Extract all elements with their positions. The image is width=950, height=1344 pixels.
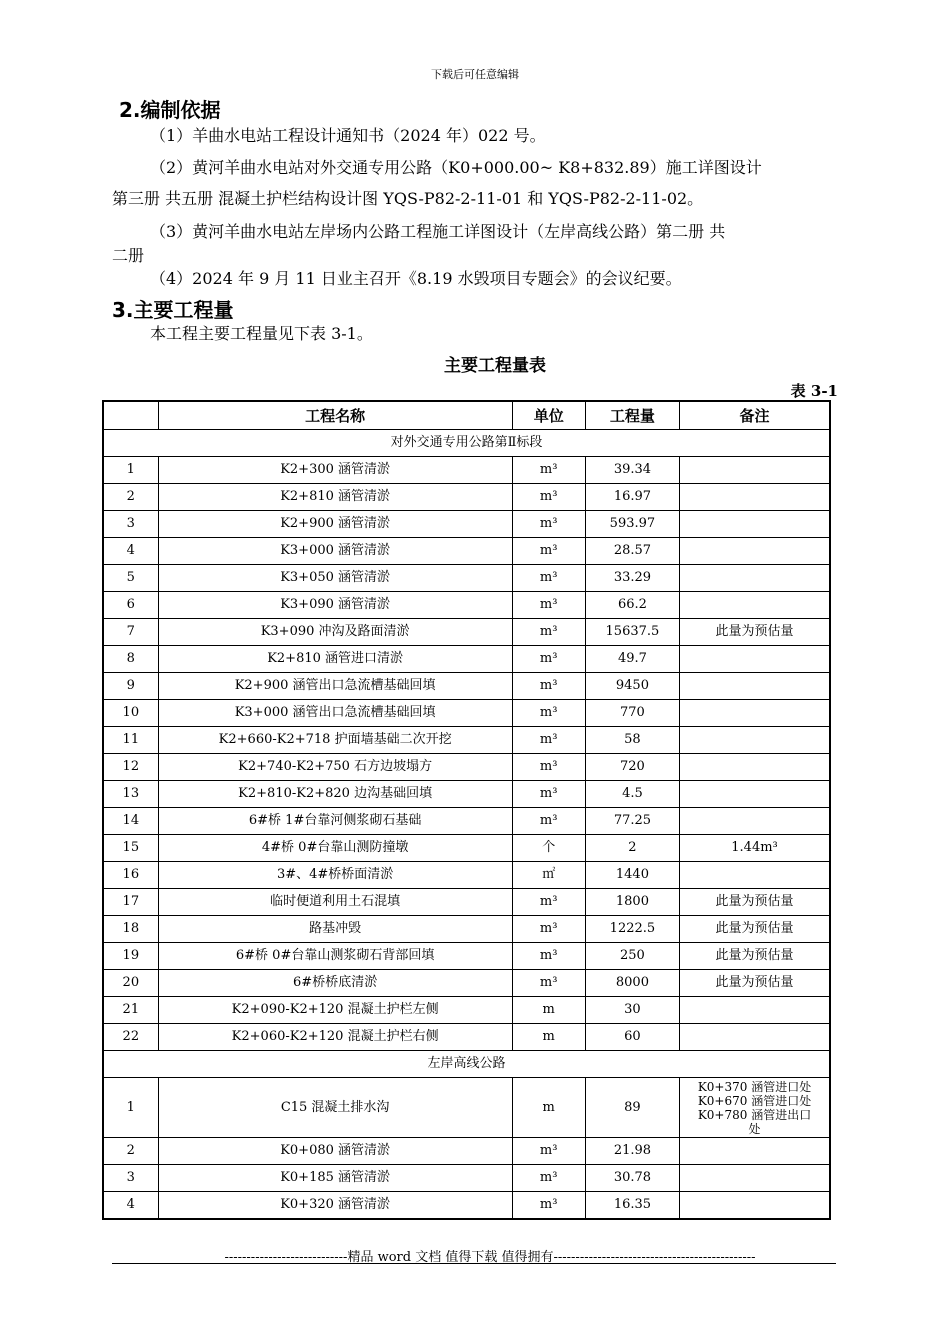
cell-unit: m³ (512, 646, 585, 673)
cell-qty: 770 (585, 700, 679, 727)
cell-name: 6#桥桥底清淤 (158, 970, 512, 997)
cell-remark (680, 727, 830, 754)
cell-unit: m³ (512, 781, 585, 808)
cell-remark: 此量为预估量 (680, 970, 830, 997)
cell-remark (680, 1138, 830, 1165)
cell-qty: 15637.5 (585, 619, 679, 646)
remark-line: 处 (748, 1121, 761, 1136)
cell-no: 9 (103, 673, 158, 700)
table-row (103, 457, 830, 484)
cell-qty: 16.35 (585, 1192, 679, 1220)
cell-remark (680, 673, 830, 700)
cell-unit: m³ (512, 511, 585, 538)
quantities-table (102, 400, 831, 1220)
cell-no: 1 (103, 457, 158, 484)
cell-qty: 593.97 (585, 511, 679, 538)
cell-name: K2+810 涵管进口清淤 (158, 646, 512, 673)
cell-no: 5 (103, 565, 158, 592)
table-row (103, 1138, 830, 1165)
cell-remark (680, 646, 830, 673)
table-row (103, 727, 830, 754)
header-qty: 工程量 (585, 401, 679, 430)
header-unit: 单位 (512, 401, 585, 430)
cell-remark (680, 565, 830, 592)
cell-name: K0+080 涵管清淤 (158, 1138, 512, 1165)
basis-item-3: （3）黄河羊曲水电站左岸场内公路工程施工详图设计（左岸高线公路）第二册 共 (150, 222, 726, 241)
cell-no: 15 (103, 835, 158, 862)
remark-line: K0+780 涵管进出口 (697, 1107, 812, 1122)
cell-qty: 2 (585, 835, 679, 862)
cell-remark (680, 457, 830, 484)
cell-no: 21 (103, 997, 158, 1024)
cell-qty: 21.98 (585, 1138, 679, 1165)
table-header-row (103, 401, 830, 430)
cell-qty: 66.2 (585, 592, 679, 619)
section-2-title: 2.编制依据 (119, 98, 221, 122)
cell-unit: m³ (512, 592, 585, 619)
header-no (103, 401, 158, 430)
table-row (103, 700, 830, 727)
table-row (103, 835, 830, 862)
cell-unit: m³ (512, 970, 585, 997)
section-b-label: 左岸高线公路 (103, 1051, 830, 1078)
cell-remark (680, 754, 830, 781)
cell-no: 4 (103, 1192, 158, 1220)
section-row (103, 430, 830, 457)
cell-name: K3+090 涵管清淤 (158, 592, 512, 619)
cell-remark (680, 781, 830, 808)
table-row (103, 889, 830, 916)
footer-divider (112, 1263, 836, 1264)
cell-unit: m³ (512, 457, 585, 484)
table-row (103, 754, 830, 781)
cell-name: K3+000 涵管清淤 (158, 538, 512, 565)
cell-no: 2 (103, 484, 158, 511)
cell-no: 14 (103, 808, 158, 835)
cell-qty: 33.29 (585, 565, 679, 592)
remark-line: K0+670 涵管进口处 (697, 1093, 812, 1108)
cell-no: 16 (103, 862, 158, 889)
table-row (103, 538, 830, 565)
table-title: 主要工程量表 (444, 356, 546, 376)
cell-no: 13 (103, 781, 158, 808)
table-row (103, 997, 830, 1024)
cell-qty: 39.34 (585, 457, 679, 484)
table-row (103, 592, 830, 619)
cell-name: K2+740-K2+750 石方边坡塌方 (158, 754, 512, 781)
cell-unit: m³ (512, 673, 585, 700)
cell-qty: 8000 (585, 970, 679, 997)
cell-remark (680, 538, 830, 565)
cell-unit: m (512, 997, 585, 1024)
table-row (103, 511, 830, 538)
basis-item-1: （1）羊曲水电站工程设计通知书（2024 年）022 号。 (150, 126, 546, 145)
cell-no: 6 (103, 592, 158, 619)
table-row (103, 970, 830, 997)
cell-unit: m³ (512, 538, 585, 565)
cell-qty: 16.97 (585, 484, 679, 511)
cell-qty: 9450 (585, 673, 679, 700)
cell-name: 临时便道利用土石混填 (158, 889, 512, 916)
table-row (103, 673, 830, 700)
cell-unit: m³ (512, 727, 585, 754)
section-3-intro: 本工程主要工程量见下表 3-1。 (150, 324, 373, 343)
cell-unit: m³ (512, 619, 585, 646)
cell-name: 4#桥 0#台靠山测防撞墩 (158, 835, 512, 862)
cell-remark (680, 1078, 830, 1138)
cell-name: C15 混凝土排水沟 (158, 1078, 512, 1138)
cell-remark (680, 1165, 830, 1192)
table-number: 表 3-1 (790, 382, 838, 400)
cell-remark: 此量为预估量 (680, 889, 830, 916)
header-name: 工程名称 (158, 401, 512, 430)
cell-qty: 720 (585, 754, 679, 781)
cell-no: 4 (103, 538, 158, 565)
cell-no: 10 (103, 700, 158, 727)
cell-name: K2+900 涵管清淤 (158, 511, 512, 538)
cell-unit: m³ (512, 1192, 585, 1220)
basis-item-2-cont: 第三册 共五册 混凝土护栏结构设计图 YQS-P82-2-11-01 和 YQS-P82-2-11-02。 (112, 189, 704, 208)
section-row (103, 1051, 830, 1078)
cell-name: 6#桥 0#台靠山测浆砌石背部回填 (158, 943, 512, 970)
cell-no: 3 (103, 1165, 158, 1192)
cell-qty: 58 (585, 727, 679, 754)
cell-name: K3+000 涵管出口急流槽基础回填 (158, 700, 512, 727)
table-row (103, 1192, 830, 1220)
basis-item-4: （4）2024 年 9 月 11 日业主召开《8.19 水毁项目专题会》的会议纪要。 (150, 269, 682, 288)
cell-unit: m³ (512, 565, 585, 592)
table-row (103, 862, 830, 889)
cell-qty: 30.78 (585, 1165, 679, 1192)
cell-qty: 60 (585, 1024, 679, 1051)
basis-item-2: （2）黄河羊曲水电站对外交通专用公路（K0+000.00~ K8+832.89）施工详图设计 (150, 158, 762, 177)
table-row (103, 484, 830, 511)
table-row (103, 565, 830, 592)
cell-qty: 1800 (585, 889, 679, 916)
cell-remark (680, 1024, 830, 1051)
table-row (103, 781, 830, 808)
cell-name: K0+320 涵管清淤 (158, 1192, 512, 1220)
table-row (103, 646, 830, 673)
cell-unit: m³ (512, 700, 585, 727)
cell-unit: m³ (512, 916, 585, 943)
section-a-label: 对外交通专用公路第Ⅱ标段 (103, 430, 830, 457)
header-remark: 备注 (680, 401, 830, 430)
cell-name: K2+900 涵管出口急流槽基础回填 (158, 673, 512, 700)
cell-remark: 此量为预估量 (680, 943, 830, 970)
cell-remark (680, 484, 830, 511)
cell-qty: 1222.5 (585, 916, 679, 943)
table-row (103, 916, 830, 943)
cell-unit: m³ (512, 808, 585, 835)
cell-unit: m³ (512, 484, 585, 511)
cell-no: 18 (103, 916, 158, 943)
table-row (103, 1165, 830, 1192)
cell-name: 3#、4#桥桥面清淤 (158, 862, 512, 889)
cell-no: 11 (103, 727, 158, 754)
cell-name: K2+300 涵管清淤 (158, 457, 512, 484)
cell-remark (680, 997, 830, 1024)
cell-unit: m³ (512, 889, 585, 916)
cell-name: 路基冲毁 (158, 916, 512, 943)
cell-remark (680, 808, 830, 835)
table-row (103, 1024, 830, 1051)
cell-unit: m (512, 1078, 585, 1138)
cell-name: K3+090 冲沟及路面清淤 (158, 619, 512, 646)
remark-line: K0+370 涵管进口处 (697, 1079, 812, 1094)
basis-item-3-cont: 二册 (112, 246, 145, 265)
cell-remark (680, 1192, 830, 1220)
cell-remark (680, 511, 830, 538)
table-row (103, 619, 830, 646)
cell-qty: 4.5 (585, 781, 679, 808)
cell-unit: m³ (512, 1165, 585, 1192)
cell-qty: 250 (585, 943, 679, 970)
cell-name: K0+185 涵管清淤 (158, 1165, 512, 1192)
header-note: 下载后可任意编辑 (431, 68, 519, 81)
cell-name: K2+810 涵管清淤 (158, 484, 512, 511)
cell-no: 12 (103, 754, 158, 781)
cell-unit: 个 (512, 835, 585, 862)
cell-qty: 30 (585, 997, 679, 1024)
table-row (103, 808, 830, 835)
section-3-title: 3.主要工程量 (112, 298, 234, 322)
cell-no: 8 (103, 646, 158, 673)
cell-remark: 此量为预估量 (680, 916, 830, 943)
cell-name: K2+810-K2+820 边沟基础回填 (158, 781, 512, 808)
cell-unit: m (512, 1024, 585, 1051)
cell-remark: 此量为预估量 (680, 619, 830, 646)
cell-no: 2 (103, 1138, 158, 1165)
cell-no: 1 (103, 1078, 158, 1138)
cell-no: 20 (103, 970, 158, 997)
cell-unit: m³ (512, 943, 585, 970)
cell-unit: m³ (512, 754, 585, 781)
cell-qty: 89 (585, 1078, 679, 1138)
cell-qty: 1440 (585, 862, 679, 889)
cell-remark (680, 700, 830, 727)
cell-name: K2+660-K2+718 护面墙基础二次开挖 (158, 727, 512, 754)
cell-unit: m³ (512, 1138, 585, 1165)
cell-no: 3 (103, 511, 158, 538)
cell-unit: ㎡ (512, 862, 585, 889)
cell-qty: 77.25 (585, 808, 679, 835)
cell-remark: 1.44m³ (680, 835, 830, 862)
cell-name: K2+060-K2+120 混凝土护栏右侧 (158, 1024, 512, 1051)
cell-name: K2+090-K2+120 混凝土护栏左侧 (158, 997, 512, 1024)
cell-qty: 49.7 (585, 646, 679, 673)
table-row (103, 1078, 830, 1138)
cell-name: 6#桥 1#台靠河侧浆砌石基础 (158, 808, 512, 835)
cell-no: 22 (103, 1024, 158, 1051)
cell-remark (680, 592, 830, 619)
cell-no: 17 (103, 889, 158, 916)
cell-no: 19 (103, 943, 158, 970)
footer-note: ----------------------------精品 word 文档 值得下载 值得拥有---------------------------------------------- (224, 1250, 756, 1265)
cell-no: 7 (103, 619, 158, 646)
cell-name: K3+050 涵管清淤 (158, 565, 512, 592)
table-row (103, 943, 830, 970)
cell-qty: 28.57 (585, 538, 679, 565)
cell-remark (680, 862, 830, 889)
